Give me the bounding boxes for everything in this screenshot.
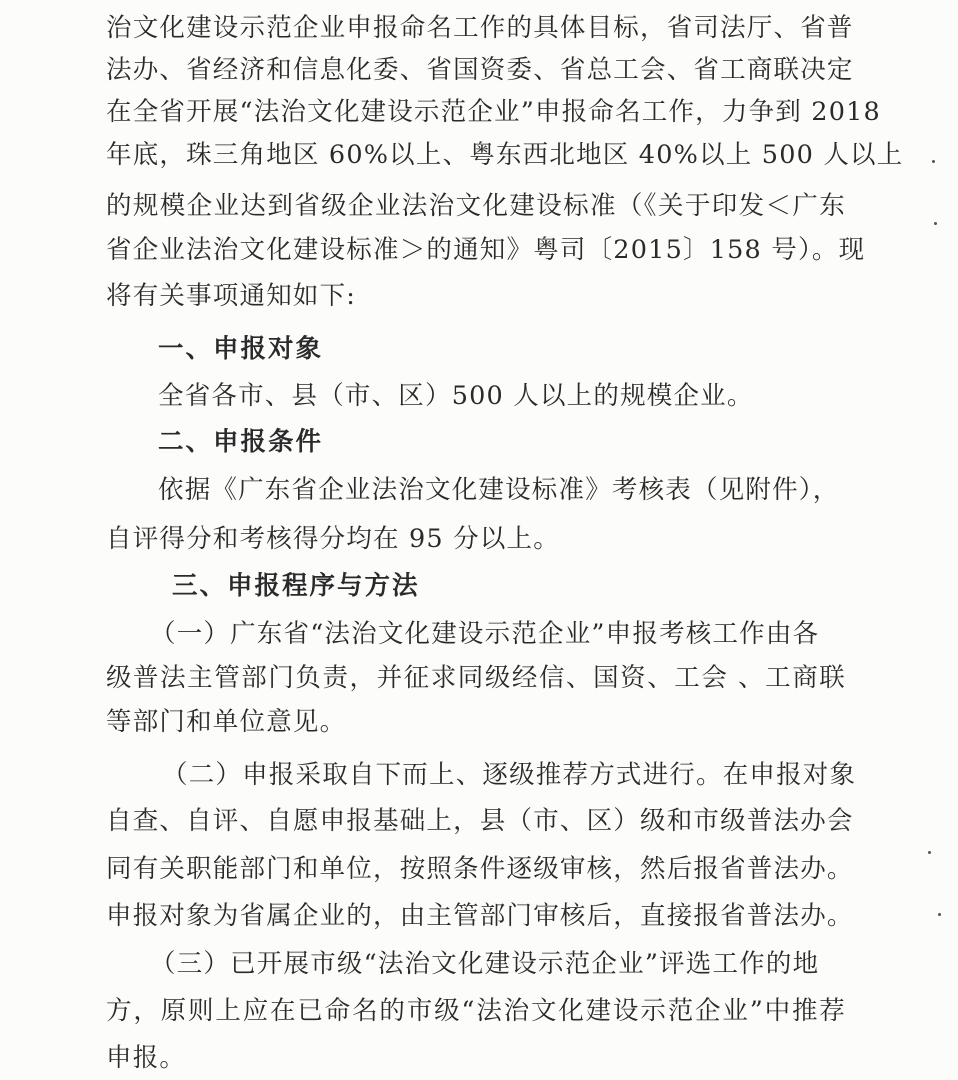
body-line-16: 同有关职能部门和单位，按照条件逐级审核，然后报省普法办。 (106, 854, 854, 884)
scan-speck (938, 913, 941, 916)
section-heading-3: 三、申报程序与方法 (172, 571, 420, 601)
body-line-18: （三）已开展市级“法治文化建设示范企业”评选工作的地 (150, 949, 820, 979)
body-line-9: 依据《广东省企业法治文化建设标准》考核表（见附件）， (158, 475, 840, 505)
body-line-12: 级普法主管部门负责，并征求同级经信、国资、工会 、工商联 (106, 663, 846, 693)
body-line-20: 申报。 (106, 1043, 187, 1073)
body-line-17: 申报对象为省属企业的，由主管部门审核后，直接报省普法办。 (106, 901, 854, 931)
scan-speck (928, 851, 931, 854)
body-line-1: 治文化建设示范企业申报命名工作的具体目标，省司法厅、省普 (106, 13, 854, 43)
body-line-7: 将有关事项通知如下: (106, 281, 357, 311)
scan-speck (934, 222, 937, 225)
body-line-3: 在全省开展“法治文化建设示范企业”申报命名工作，力争到 2018 (106, 97, 881, 127)
body-line-19: 方，原则上应在已命名的市级“法治文化建设示范企业”中推荐 (106, 996, 846, 1026)
body-line-8: 全省各市、县（市、区）500 人以上的规模企业。 (158, 381, 754, 411)
body-line-5: 的规模企业达到省级企业法治文化建设标准（《关于印发＜广东 (106, 191, 846, 221)
section-heading-2: 二、申报条件 (158, 427, 324, 457)
body-line-13: 等部门和单位意见。 (106, 707, 347, 737)
body-line-10: 自评得分和考核得分均在 95 分以上。 (106, 524, 560, 554)
body-line-15: 自查、自评、自愿申报基础上，县（市、区）级和市级普法办会 (106, 806, 854, 836)
body-line-11: （一）广东省“法治文化建设示范企业”申报考核工作由各 (150, 619, 820, 649)
body-line-2: 法办、省经济和信息化委、省国资委、省总工会、省工商联决定 (106, 55, 854, 85)
scan-speck (932, 160, 935, 163)
body-line-14: （二）申报采取自下而上、逐级推荐方式进行。在申报对象 (162, 760, 857, 790)
body-line-6: 省企业法治文化建设标准＞的通知》粤司〔2015〕158 号）。现 (106, 235, 866, 265)
body-line-4: 年底，珠三角地区 60%以上、粤东西北地区 40%以上 500 人以上 (106, 140, 904, 170)
section-heading-1: 一、申报对象 (158, 334, 324, 364)
